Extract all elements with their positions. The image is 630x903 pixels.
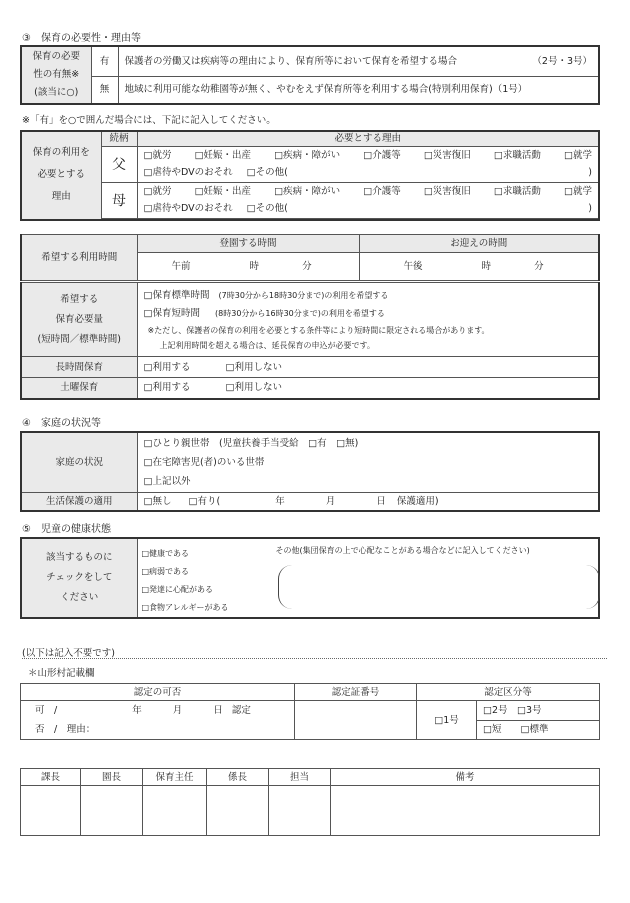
father-disaster-checkbox[interactable]: □災害復旧: [423, 150, 471, 161]
family-label: 家庭の状況: [21, 432, 137, 492]
mother-study-checkbox[interactable]: □就学: [563, 186, 592, 197]
welfare-applied-label: 保護適用): [396, 495, 439, 507]
health-other-field[interactable]: [278, 565, 600, 609]
drop-hour-label: 時: [249, 261, 260, 272]
type1-checkbox[interactable]: □1号: [417, 701, 477, 740]
health-label: [21, 538, 137, 618]
yes-text: [118, 46, 599, 76]
welfare-month-label: 月: [325, 495, 336, 507]
section4-title: ④ 家庭の状況等: [22, 418, 101, 429]
stamp-header-head-teacher: 保育主任: [143, 769, 207, 786]
office-note: (以下は記入不要です): [22, 648, 115, 659]
amount-note2: 上記利用時間を超える場合は、延長保育の申込が必要です。: [159, 340, 375, 350]
office-title: ＊山形村記載欄: [28, 668, 95, 679]
reason-label-line1: 保育の利用を: [32, 147, 90, 159]
amount-note1: ※ただし、保護者の保育の利用を必要とする条件等により短時間に限定される場合があります。: [147, 325, 490, 335]
mother-care-checkbox[interactable]: □介護等: [363, 186, 401, 197]
type23-checkbox[interactable]: □2号 □3号: [477, 701, 600, 721]
no-option[interactable]: 無: [91, 76, 118, 104]
stamp-header-remarks: 備考: [331, 769, 600, 786]
reason-label: [21, 131, 101, 220]
pick-hour-label: 時: [481, 261, 492, 272]
pick-time-field[interactable]: [359, 253, 599, 281]
section5-title: ⑤ 児童の健康状態: [22, 524, 111, 535]
saturday-label: 土曜保育: [21, 378, 137, 399]
single-parent-checkbox[interactable]: □ひとり親世帯 (児童扶養手当受給 □有 □無): [143, 437, 359, 449]
cert-certified-label: 認定: [231, 705, 251, 716]
necessity-label-line1: 保育の必要: [32, 51, 80, 62]
health-options: [137, 538, 599, 618]
certification-table: [20, 683, 600, 740]
mother-illness-checkbox[interactable]: □疾病・障がい: [274, 186, 341, 197]
drop-am-label: 午前: [171, 261, 191, 272]
long-care-label: 長時間保育: [21, 357, 137, 378]
father-other-close: ): [588, 167, 592, 178]
reason-label-line3: 理由: [51, 191, 71, 203]
cert-month-label: 月: [172, 705, 183, 716]
father-illness-checkbox[interactable]: □疾病・障がい: [274, 150, 341, 161]
reason-label-line2: 必要とする: [37, 169, 85, 181]
duration-checkbox[interactable]: □短 □標準: [477, 720, 600, 740]
necessity-table: [20, 45, 600, 105]
health-label-line2: チェックをして: [46, 572, 113, 583]
father-reasons: [137, 146, 599, 182]
saturday-options: [137, 378, 599, 399]
long-care-options: [137, 357, 599, 378]
stamp-cell-remarks[interactable]: [331, 786, 600, 836]
necessity-label: [21, 46, 91, 104]
amount-label-line3: (短時間／標準時間): [37, 333, 121, 345]
stamp-header-section-chief: 課長: [21, 769, 81, 786]
father-other-checkbox[interactable]: □その他(: [246, 167, 288, 178]
cert-decision: [21, 701, 295, 740]
short-time-detail: (8時30分から16時30分まで)の利用を希望する: [215, 308, 385, 318]
mother-other-checkbox[interactable]: □その他(: [246, 203, 288, 214]
amount-label: [21, 283, 137, 357]
short-time-checkbox[interactable]: □保育短時間: [143, 307, 200, 319]
amount-table: [20, 282, 600, 400]
cert-year-label: 年: [132, 705, 142, 716]
welfare-label: 生活保護の適用: [21, 492, 137, 511]
health-label-line1: 該当するものに: [45, 552, 113, 563]
other-household-checkbox[interactable]: □上記以外: [143, 475, 191, 487]
health-table: [20, 537, 600, 619]
stamp-cell-staff[interactable]: [269, 786, 331, 836]
yes-code: （2号・3号）: [532, 55, 592, 67]
saturday-use-checkbox[interactable]: □利用する: [143, 382, 191, 394]
long-care-nouse-checkbox[interactable]: □利用しない: [225, 361, 282, 373]
pick-minute-label: 分: [534, 261, 544, 272]
mother-other-close: ): [588, 203, 592, 214]
pick-pm-label: 午後: [403, 261, 423, 272]
drop-time-field[interactable]: [137, 253, 359, 281]
stamp-cell-head-teacher[interactable]: [143, 786, 207, 836]
stamp-cell-principal[interactable]: [81, 786, 143, 836]
welfare-yes-checkbox[interactable]: □有り(: [188, 495, 221, 507]
mother-pregnancy-checkbox[interactable]: □妊娠・出産: [194, 186, 252, 197]
cert-day-label: 日: [213, 705, 223, 716]
time-label: 希望する利用時間: [21, 235, 137, 281]
stamp-header-staff: 担当: [269, 769, 331, 786]
stamp-header-subsection-chief: 係長: [207, 769, 269, 786]
father-pregnancy-checkbox[interactable]: □妊娠・出産: [194, 150, 252, 161]
amount-label-line1: 希望する: [60, 293, 99, 305]
mother-reasons: [137, 182, 599, 218]
father-label: 父: [101, 146, 137, 182]
disabled-household-checkbox[interactable]: □在宅障害児(者)のいる世帯: [143, 456, 265, 468]
weak-checkbox[interactable]: □病弱である: [141, 567, 190, 576]
drop-minute-label: 分: [302, 261, 312, 272]
mother-label: 母: [101, 182, 137, 218]
drop-time-header: 登園する時間: [137, 235, 359, 253]
welfare-none-checkbox[interactable]: □無し: [143, 495, 172, 507]
development-checkbox[interactable]: □発達に心配がある: [141, 585, 214, 594]
saturday-nouse-checkbox[interactable]: □利用しない: [225, 382, 282, 394]
section3-title: ③ 保育の必要性・理由等: [22, 33, 141, 44]
mother-work-checkbox[interactable]: □就労: [143, 186, 172, 197]
mother-jobsearch-checkbox[interactable]: □求職活動: [493, 186, 541, 197]
family-options: [137, 432, 599, 492]
health-checklist: [142, 545, 229, 617]
stamp-table: [20, 768, 600, 836]
stamp-cell-subsection-chief[interactable]: [207, 786, 269, 836]
allergy-checkbox[interactable]: □食物アレルギーがある: [141, 603, 229, 612]
certno-field[interactable]: [295, 701, 417, 740]
standard-time-checkbox[interactable]: □保育標準時間: [143, 289, 210, 301]
amount-options: [137, 283, 599, 357]
office-divider: [22, 658, 607, 659]
section3-note: ※「有」を○で囲んだ場合には、下記に記入してください。: [22, 115, 276, 126]
time-table: [20, 234, 600, 281]
healthy-checkbox[interactable]: □健康である: [141, 549, 190, 558]
father-abuse-checkbox[interactable]: □虐待やDVのおそれ: [143, 167, 233, 178]
health-other-label: その他(集団保育の上で心配なことがある場合などに記入してください): [275, 546, 530, 555]
reason-header: 必要とする理由: [137, 131, 599, 146]
long-care-use-checkbox[interactable]: □利用する: [143, 361, 191, 373]
yes-option[interactable]: 有: [91, 46, 118, 76]
mother-abuse-checkbox[interactable]: □虐待やDVのおそれ: [143, 203, 233, 214]
necessity-label-line2: 性の有無※: [33, 69, 80, 80]
cert-header: 認定の可否: [21, 684, 295, 701]
mother-disaster-checkbox[interactable]: □災害復旧: [423, 186, 471, 197]
relation-header: 続柄: [101, 131, 137, 146]
amount-label-line2: 保育必要量: [55, 313, 103, 325]
father-care-checkbox[interactable]: □介護等: [363, 150, 401, 161]
reason-table: [20, 130, 600, 221]
yes-description: 保護者の労働又は疾病等の理由により、保育所等において保育を希望する場合: [124, 55, 458, 67]
family-table: [20, 431, 600, 512]
father-study-checkbox[interactable]: □就学: [563, 150, 592, 161]
necessity-label-line3: (該当に○): [34, 87, 79, 98]
no-text: 地域に利用可能な幼稚園等が無く、やむをえず保育所等を利用する場合(特別利用保育)（1号）: [118, 76, 599, 104]
approve-option[interactable]: 可 /: [35, 705, 58, 716]
stamp-header-principal: 園長: [81, 769, 143, 786]
health-label-line3: ください: [60, 592, 99, 603]
welfare-options: [137, 492, 599, 511]
certno-header: 認定証番号: [295, 684, 417, 701]
kubun-header: 認定区分等: [417, 684, 600, 701]
pick-time-header: お迎えの時間: [359, 235, 599, 253]
standard-time-detail: (7時30分から18時30分まで)の利用を希望する: [218, 290, 389, 300]
father-jobsearch-checkbox[interactable]: □求職活動: [493, 150, 541, 161]
welfare-day-label: 日: [376, 495, 386, 507]
welfare-year-label: 年: [275, 495, 285, 507]
stamp-cell-section-chief[interactable]: [21, 786, 81, 836]
father-work-checkbox[interactable]: □就労: [143, 150, 172, 161]
reject-option[interactable]: 否 / 理由：: [35, 724, 96, 735]
